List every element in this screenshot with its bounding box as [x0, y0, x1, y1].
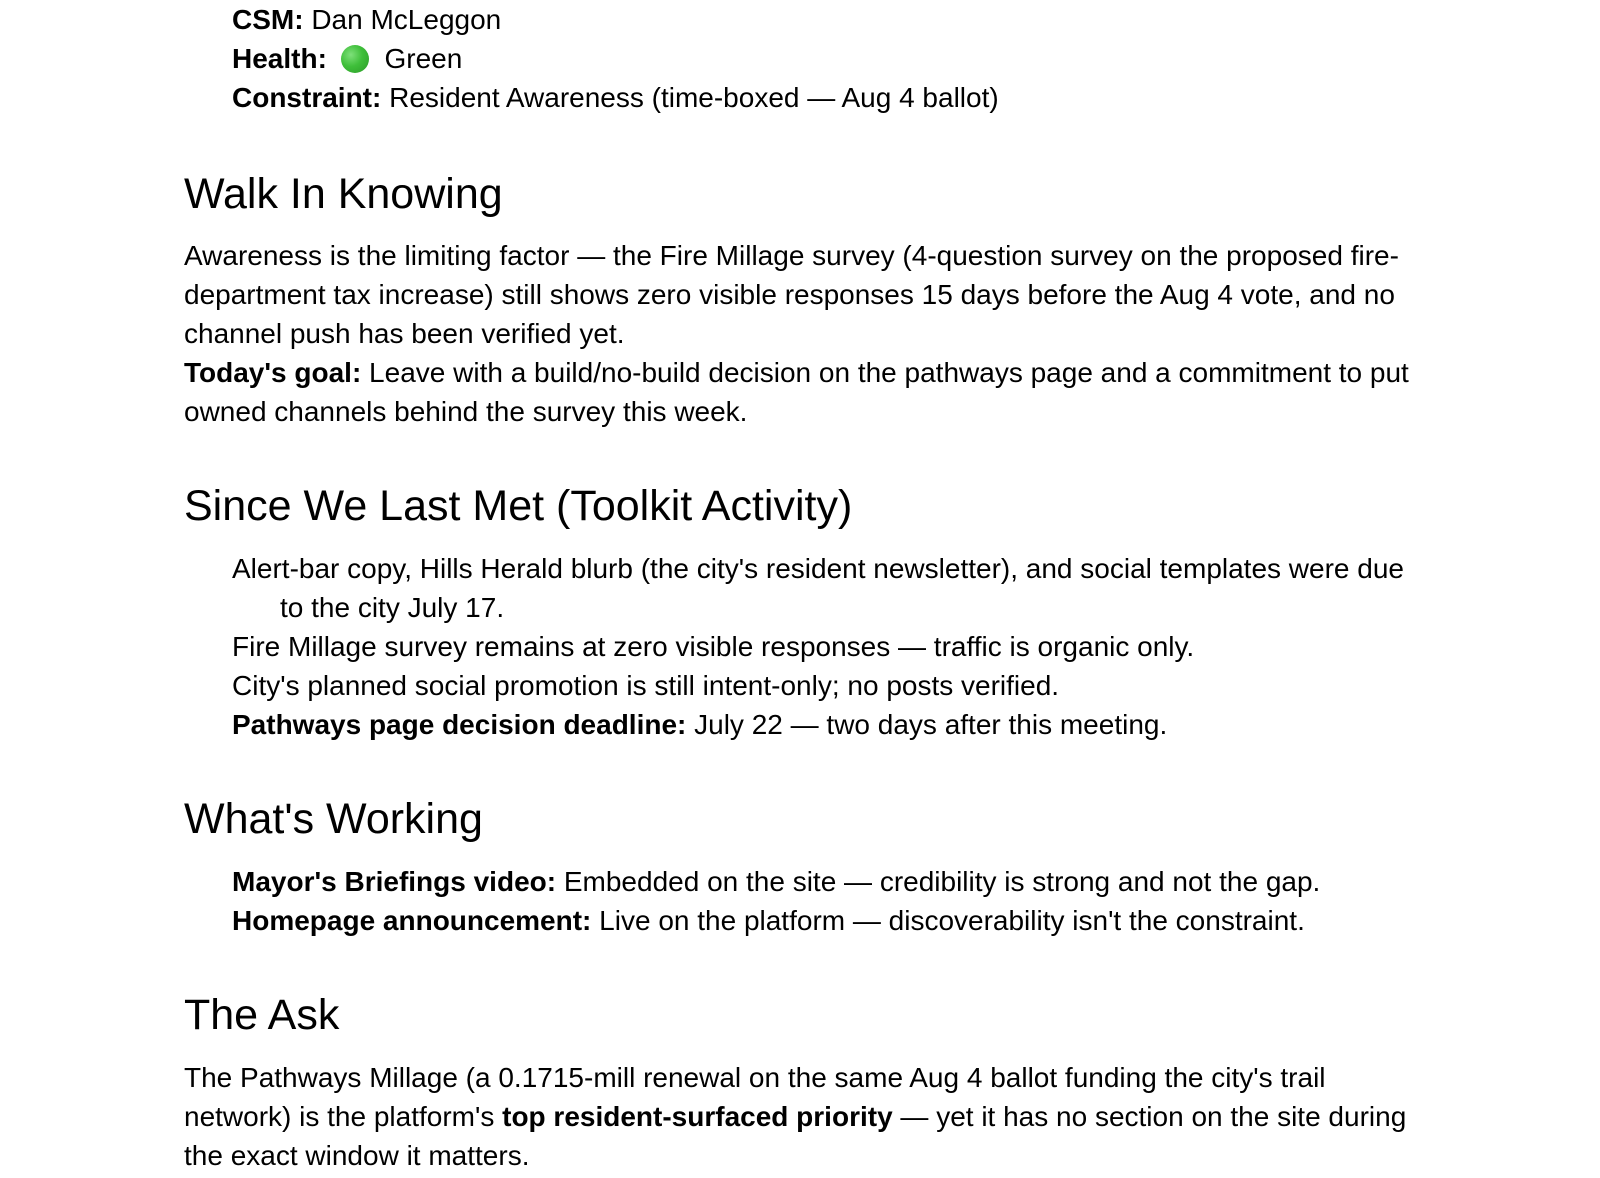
ask-paragraph: [184, 1058, 1434, 1175]
item-label: Homepage announcement:: [232, 905, 592, 936]
csm-line: [232, 0, 1434, 39]
section-walk-in-knowing: [184, 169, 1434, 431]
document: [184, 0, 1434, 1175]
health-value: Green: [384, 43, 463, 74]
ask-text-bold: top resident-surfaced priority: [502, 1101, 893, 1132]
constraint-label: Constraint:: [232, 82, 382, 113]
health-line: [232, 39, 1434, 78]
deadline-label: Pathways page decision deadline:: [232, 709, 687, 740]
todays-goal-paragraph: [184, 353, 1434, 431]
list-item: City's planned social promotion is still intent-only; no posts verified.: [232, 670, 1060, 701]
deadline-text: July 22 — two days after this meeting.: [686, 709, 1168, 740]
since-list: [232, 549, 1434, 744]
list-item: Alert-bar copy, Hills Herald blurb (the city's resident newsletter), and social templates were due to the city July 17.: [232, 553, 1404, 623]
constraint-line: [232, 78, 1434, 117]
section-heading: What's Working: [184, 795, 483, 843]
todays-goal-label: Today's goal:: [184, 357, 362, 388]
item-text: Embedded on the site — credibility is strong and not the gap.: [556, 866, 1321, 897]
health-label: Health:: [232, 43, 327, 74]
working-list: [232, 862, 1434, 940]
constraint-value: Resident Awareness (time-boxed — Aug 4 ballot): [389, 82, 999, 113]
section-since-we-last-met: [184, 481, 1434, 744]
todays-goal-text: Leave with a build/no-build decision on the pathways page and a commitment to put owned channels behind the survey this week.: [184, 357, 1409, 427]
list-item: Fire Millage survey remains at zero visible responses — traffic is organic only.: [232, 631, 1195, 662]
ask-text-before: The Pathways Millage (a 0.1715-mill renewal on the same Aug 4 ballot funding the city's trail network) is the platform's: [184, 1062, 1326, 1132]
section-heading: The Ask: [184, 991, 340, 1039]
section-whats-working: [184, 794, 1434, 940]
list-item: [232, 862, 1434, 901]
item-label: Mayor's Briefings video:: [232, 866, 557, 897]
section-heading: Walk In Knowing: [184, 170, 503, 218]
section-the-ask: [184, 990, 1434, 1175]
section-heading: Since We Last Met (Toolkit Activity): [184, 482, 853, 530]
ask-text-after: — yet it has no section on the site during the exact window it matters.: [184, 1101, 1407, 1171]
item-text: Live on the platform — discoverability isn't the constraint.: [591, 905, 1305, 936]
csm-value: Dan McLeggon: [311, 4, 502, 35]
list-item: [232, 705, 1434, 744]
walk-in-paragraph: Awareness is the limiting factor — the Fire Millage survey (4-question survey on the proposed fire-department tax increase) still shows zero visible responses 15 days before the Aug 4 vote, and no channel push has been verified yet.: [184, 240, 1399, 349]
list-item: [232, 901, 1434, 940]
green-circle-icon: [341, 45, 369, 73]
csm-label: CSM:: [232, 4, 304, 35]
account-meta: [232, 0, 1434, 117]
